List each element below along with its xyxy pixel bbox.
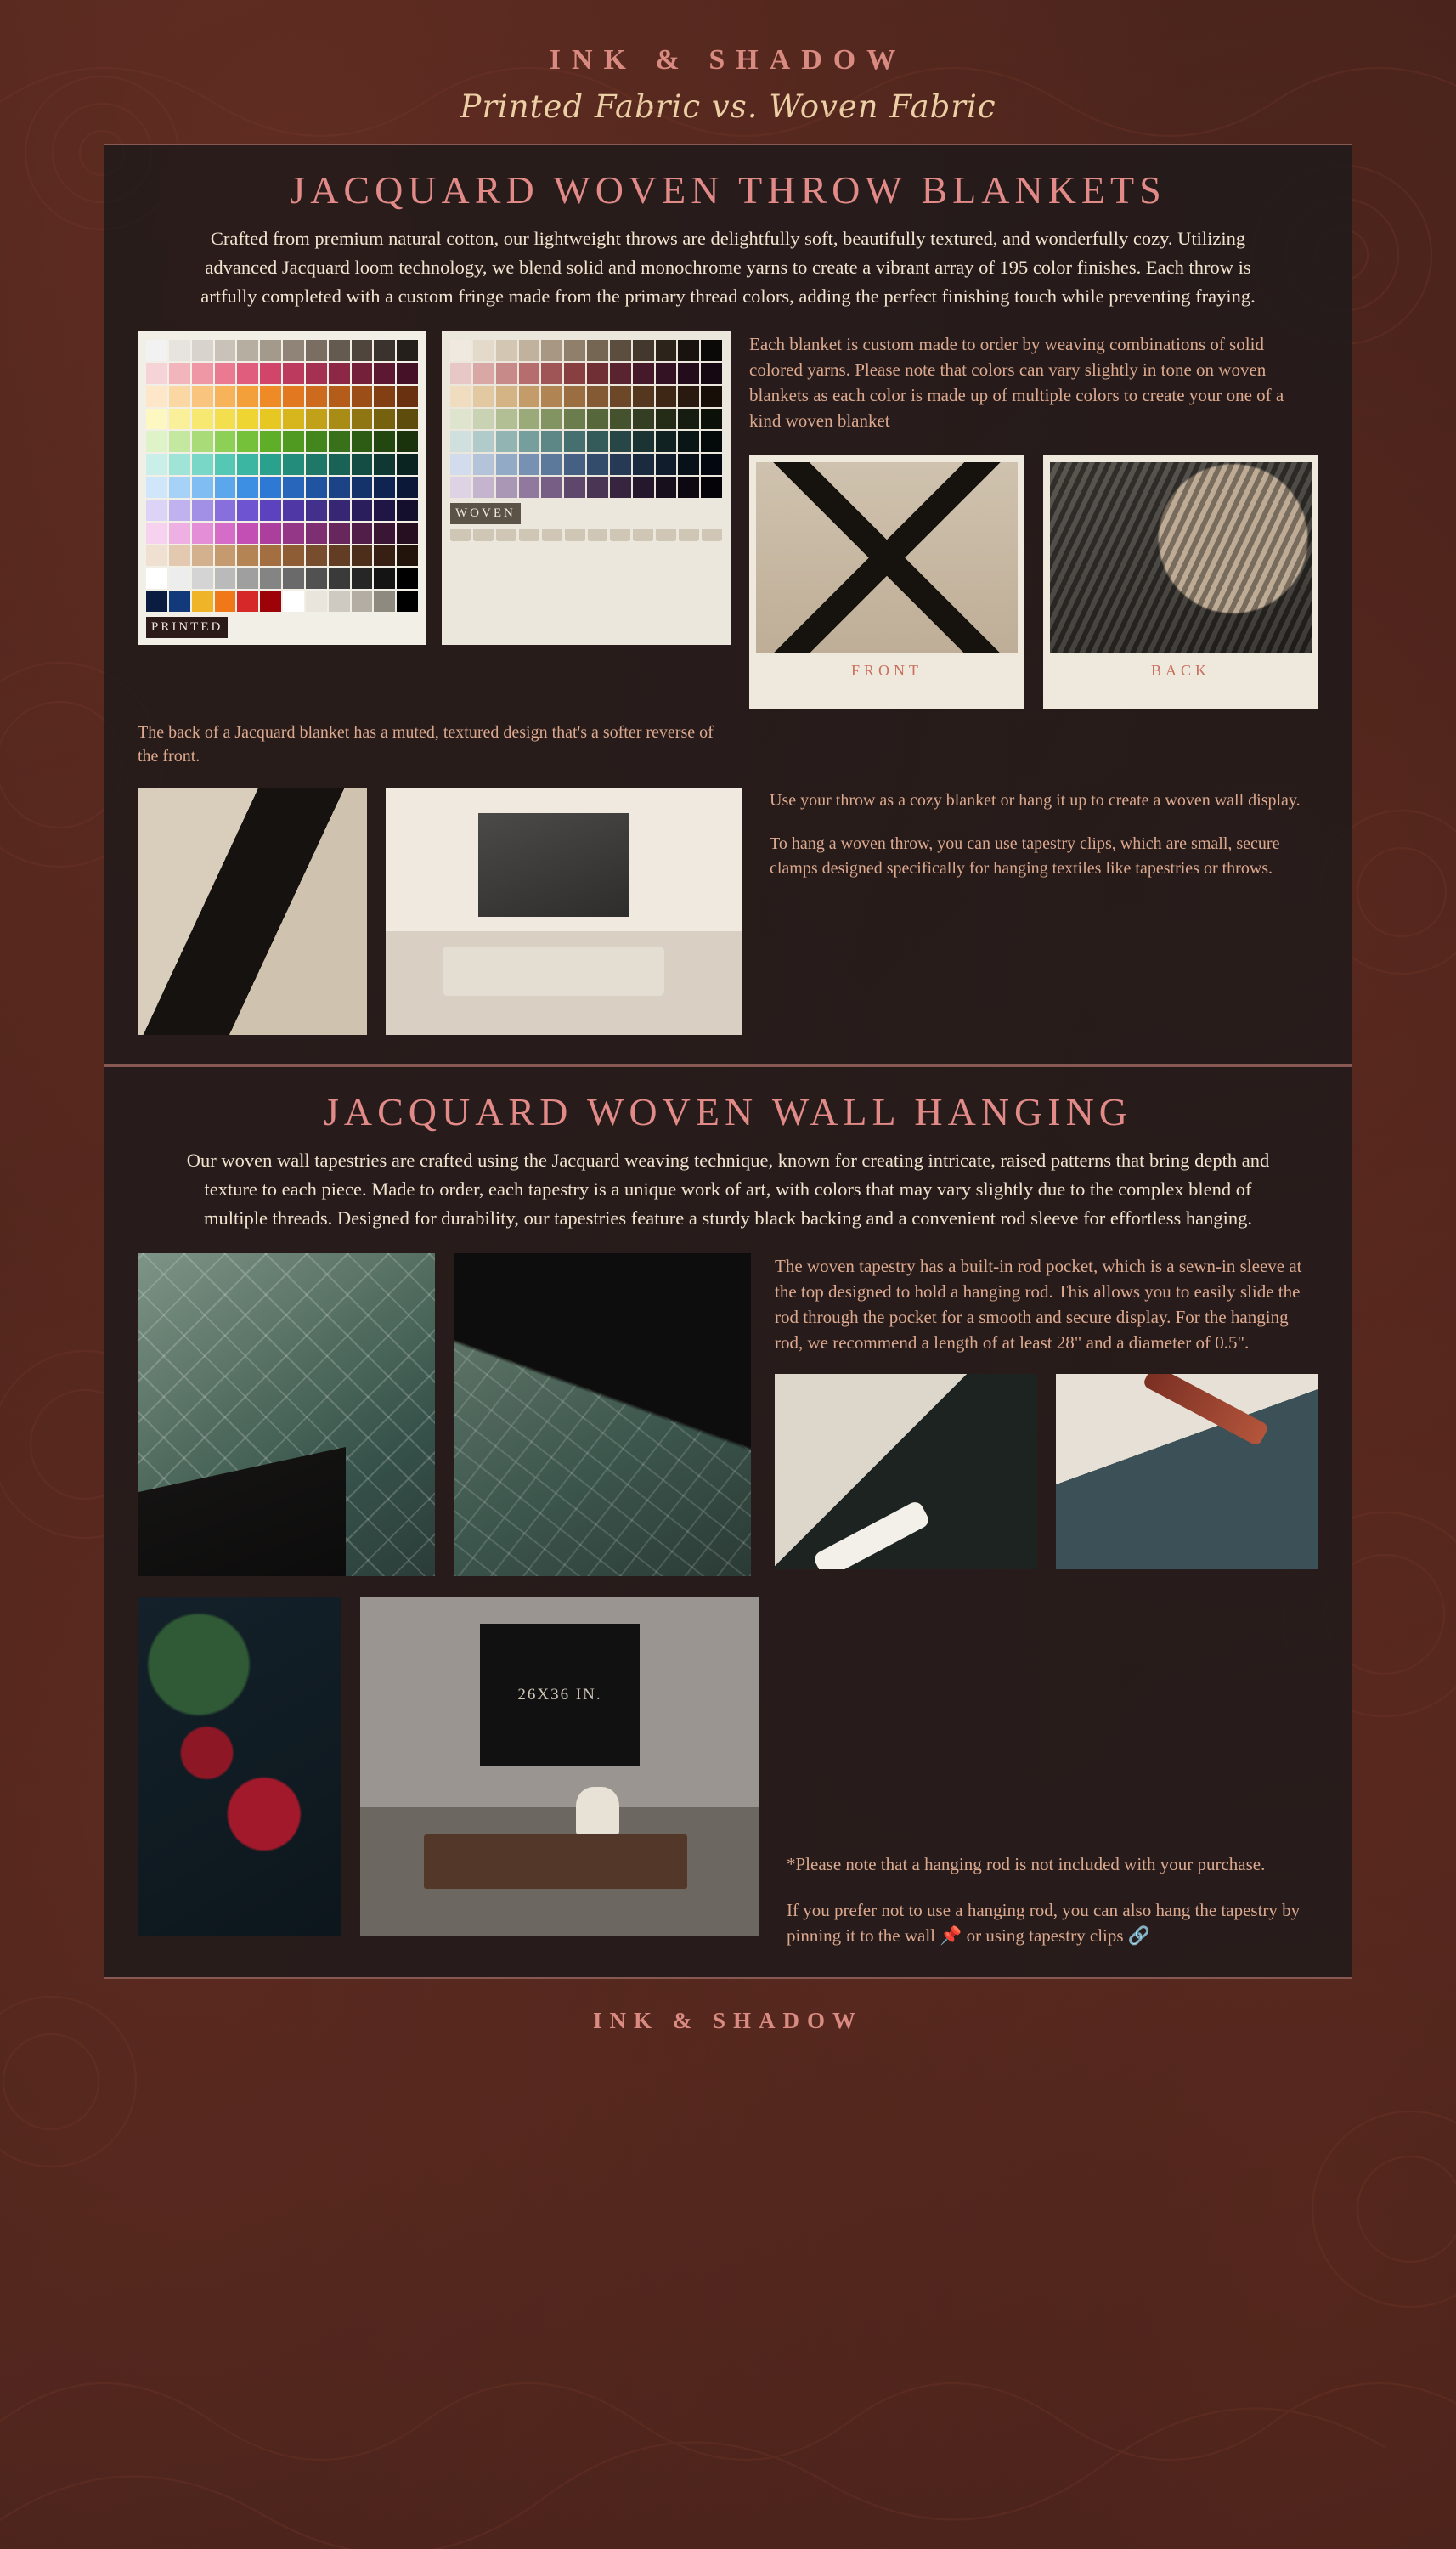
section-wall-hanging (104, 1065, 1352, 1979)
color-swatch (260, 340, 281, 361)
color-swatch (329, 500, 350, 521)
printed-swatch-label: PRINTED (146, 617, 228, 638)
color-swatch (237, 477, 258, 498)
color-swatch (397, 386, 418, 407)
color-swatch (329, 431, 350, 452)
color-swatch (306, 340, 327, 361)
color-swatch (519, 454, 540, 475)
color-swatch (564, 477, 585, 498)
color-swatch (541, 431, 562, 452)
color-swatch (587, 386, 608, 407)
color-swatch (374, 500, 395, 521)
color-swatch (701, 340, 722, 361)
color-swatch (678, 431, 699, 452)
color-swatch (283, 363, 304, 384)
color-swatch (374, 386, 395, 407)
color-swatch (678, 477, 699, 498)
color-swatch (374, 591, 395, 612)
color-swatch (283, 591, 304, 612)
color-swatch (306, 523, 327, 544)
color-swatch (215, 409, 236, 430)
console-table-shape (424, 1834, 687, 1889)
color-swatch (352, 386, 373, 407)
color-swatch (329, 477, 350, 498)
color-swatch (541, 454, 562, 475)
color-swatch (237, 431, 258, 452)
usage-notes (761, 788, 1318, 881)
color-swatch (610, 431, 631, 452)
color-swatch (473, 431, 494, 452)
color-swatch (397, 409, 418, 430)
color-swatch (633, 454, 654, 475)
color-swatch (701, 386, 722, 407)
color-swatch (397, 340, 418, 361)
color-swatch (701, 431, 722, 452)
page-header (0, 0, 1456, 125)
tapestry-fold-photo (454, 1253, 751, 1576)
color-swatch (397, 454, 418, 475)
color-swatch (237, 545, 258, 567)
color-swatch (146, 545, 167, 567)
color-swatch (678, 340, 699, 361)
color-swatch (450, 340, 471, 361)
color-swatch (374, 363, 395, 384)
color-swatch (169, 431, 190, 452)
color-swatch (610, 409, 631, 430)
color-swatch (306, 454, 327, 475)
color-swatch (260, 523, 281, 544)
color-swatch (169, 568, 190, 589)
color-swatch (397, 500, 418, 521)
color-swatch (283, 431, 304, 452)
color-swatch (519, 363, 540, 384)
color-swatch (397, 363, 418, 384)
color-swatch (352, 477, 373, 498)
printed-swatch-card (138, 331, 426, 645)
section1-lead: Crafted from premium natural cotton, our lightweight throws are delightfully soft, beautifully textured, and wonderfully cozy. Utilizing advanced Jacquard loom technology, we blend solid and monochrome yarns to create a vibrant array of 195 color finishes. Each throw is artfully completed with a custom fringe made from the primary thread colors, adding the perfect finishing touch while preventing fraying. (200, 228, 1256, 307)
color-swatch (306, 500, 327, 521)
section1-title: JACQUARD WOVEN THROW BLANKETS (290, 168, 1166, 212)
pin-note (787, 1897, 1318, 1948)
color-swatch (329, 454, 350, 475)
color-swatch (473, 363, 494, 384)
color-swatch (496, 363, 517, 384)
color-swatch (496, 454, 517, 475)
color-swatch (146, 431, 167, 452)
color-swatch (352, 500, 373, 521)
color-swatch (169, 386, 190, 407)
color-swatch (352, 340, 373, 361)
color-swatch (610, 386, 631, 407)
color-swatch (260, 477, 281, 498)
color-swatch (541, 363, 562, 384)
color-swatch (519, 340, 540, 361)
color-swatch (450, 409, 471, 430)
fringe-decoration (450, 529, 722, 541)
final-row (138, 1597, 1318, 1948)
right-column (749, 331, 1318, 709)
page-subtitle: Printed Fabric vs. Woven Fabric (460, 88, 996, 125)
color-swatch (237, 340, 258, 361)
color-swatch (633, 477, 654, 498)
color-swatch (329, 340, 350, 361)
color-swatch (541, 340, 562, 361)
color-swatch (541, 409, 562, 430)
color-swatch (215, 454, 236, 475)
color-swatch (496, 409, 517, 430)
living-room-photo (386, 788, 742, 1035)
color-swatch (237, 409, 258, 430)
color-swatch (352, 431, 373, 452)
green-tile-tapestry-photo (138, 1253, 435, 1576)
front-photo-frame (749, 455, 1024, 709)
color-swatch (192, 523, 213, 544)
color-swatch (146, 363, 167, 384)
link-clip-icon: 🔗 (1127, 1925, 1150, 1946)
rod-disclaimer: *Please note that a hanging rod is not included with your purchase. (787, 1854, 1266, 1874)
back-label: BACK (1150, 662, 1211, 679)
color-swatch (192, 477, 213, 498)
color-swatch (329, 409, 350, 430)
color-swatch (374, 340, 395, 361)
color-swatch (587, 409, 608, 430)
color-swatch (397, 545, 418, 567)
color-swatch (237, 386, 258, 407)
color-swatch (473, 340, 494, 361)
color-swatch (610, 363, 631, 384)
color-swatch (329, 523, 350, 544)
back-photo-frame (1043, 455, 1318, 709)
color-swatch (496, 340, 517, 361)
color-swatch (656, 386, 677, 407)
color-swatch (306, 431, 327, 452)
color-swatch (329, 363, 350, 384)
color-swatch (169, 340, 190, 361)
color-swatch (587, 340, 608, 361)
color-swatch (352, 545, 373, 567)
color-swatch (519, 409, 540, 430)
color-swatch (656, 431, 677, 452)
blanket-wall-photo (138, 788, 367, 1035)
color-swatch (192, 363, 213, 384)
color-swatch (283, 340, 304, 361)
color-swatch (374, 431, 395, 452)
rod-pocket-note: The woven tapestry has a built-in rod pocket, which is a sewn-in sleeve at the top designed to hold a hanging rod. This allows you to easily slide the rod through the pocket for a smooth and secure display. For the hanging rod, we recommend a length of at least 28" and a diameter of 0.5". (775, 1256, 1302, 1353)
color-swatch (450, 477, 471, 498)
color-swatch (541, 386, 562, 407)
color-swatch (169, 523, 190, 544)
color-swatch (169, 409, 190, 430)
color-swatch (192, 454, 213, 475)
color-swatch (450, 363, 471, 384)
color-swatch (192, 409, 213, 430)
rod-pocket-info (770, 1253, 1318, 1569)
final-notes (778, 1597, 1318, 1948)
custom-made-note: Each blanket is custom made to order by weaving combinations of solid colored yarns. Please note that colors can vary slightly in tone on woven blankets as each color is made up of multiple colors to create your one of a kind woven blanket (749, 334, 1284, 431)
usage-note-1: Use your throw as a cozy blanket or hang it up to create a woven wall display. (770, 791, 1301, 810)
color-swatch (283, 409, 304, 430)
woven-swatch-label: WOVEN (450, 503, 521, 524)
color-swatch (237, 568, 258, 589)
color-swatch (374, 568, 395, 589)
swatch-cards (138, 331, 731, 645)
brand-title: INK & SHADOW (549, 44, 907, 76)
color-swatch (352, 363, 373, 384)
color-swatch (237, 591, 258, 612)
color-swatch (352, 591, 373, 612)
color-swatch (610, 340, 631, 361)
color-swatch (329, 545, 350, 567)
color-swatch (541, 477, 562, 498)
color-swatch (496, 386, 517, 407)
color-swatch (701, 409, 722, 430)
color-swatch (283, 545, 304, 567)
color-swatch (352, 409, 373, 430)
color-swatch (146, 568, 167, 589)
color-swatch (169, 477, 190, 498)
color-swatch (473, 386, 494, 407)
color-swatch (678, 454, 699, 475)
section2-lead: Our woven wall tapestries are crafted using the Jacquard weaving technique, known for creating intricate, raised patterns that bring depth and texture to each piece. Made to order, each tapestry is a unique work of art, with colors that may vary slightly due to the complex blend of multiple threads. Designed for durability, our tapestries feature a sturdy black backing and a convenient rod sleeve for effortless hanging. (186, 1150, 1270, 1229)
color-swatch (169, 591, 190, 612)
color-swatch (564, 386, 585, 407)
color-swatch (215, 363, 236, 384)
pushpin-icon: 📌 (940, 1925, 962, 1946)
color-swatch (496, 477, 517, 498)
color-swatch (260, 386, 281, 407)
color-swatch (283, 386, 304, 407)
color-swatch (306, 477, 327, 498)
color-swatch (450, 386, 471, 407)
color-swatch (215, 477, 236, 498)
color-swatch (192, 568, 213, 589)
color-swatch (306, 409, 327, 430)
color-swatch (519, 431, 540, 452)
color-swatch (329, 591, 350, 612)
color-swatch (374, 477, 395, 498)
canvas-size-label: 26X36 IN. (480, 1624, 640, 1766)
color-swatch (678, 409, 699, 430)
rod-photos (775, 1374, 1318, 1569)
color-swatch (169, 363, 190, 384)
back-design-caption: The back of a Jacquard blanket has a muted, textured design that's a softer reverse of the front. (138, 723, 714, 766)
color-swatch (678, 363, 699, 384)
color-swatch (306, 545, 327, 567)
rod-pocket-photo-a (775, 1374, 1037, 1569)
pomegranate-art-photo (138, 1597, 341, 1936)
color-swatch (146, 409, 167, 430)
color-swatch (192, 591, 213, 612)
color-swatch (397, 568, 418, 589)
color-swatch (192, 386, 213, 407)
color-swatch (587, 363, 608, 384)
footer-brand: INK & SHADOW (592, 2008, 863, 2033)
swatch-row (138, 331, 1318, 709)
back-weave-photo (1050, 462, 1312, 653)
color-swatch (306, 591, 327, 612)
color-swatch (260, 409, 281, 430)
color-swatch (215, 431, 236, 452)
color-swatch (633, 409, 654, 430)
color-swatch (564, 409, 585, 430)
color-swatch (146, 523, 167, 544)
color-swatch (564, 454, 585, 475)
color-swatch (352, 523, 373, 544)
color-swatch (306, 386, 327, 407)
color-swatch (656, 477, 677, 498)
woven-swatch-card (442, 331, 731, 645)
color-swatch (237, 454, 258, 475)
color-swatch (260, 500, 281, 521)
color-swatch (587, 477, 608, 498)
color-swatch (306, 363, 327, 384)
front-weave-photo (756, 462, 1018, 653)
color-swatch (352, 568, 373, 589)
color-swatch (397, 477, 418, 498)
color-swatch (587, 454, 608, 475)
color-swatch (397, 431, 418, 452)
color-swatch (260, 591, 281, 612)
lamp-shape (576, 1787, 620, 1834)
color-swatch (374, 545, 395, 567)
color-swatch (283, 568, 304, 589)
color-swatch (192, 500, 213, 521)
color-swatch (283, 523, 304, 544)
color-swatch (656, 340, 677, 361)
color-swatch (146, 386, 167, 407)
color-swatch (397, 523, 418, 544)
color-swatch (329, 568, 350, 589)
color-swatch (610, 477, 631, 498)
art-room-photo (360, 1597, 759, 1936)
color-swatch (564, 340, 585, 361)
color-swatch (260, 568, 281, 589)
woven-swatch-grid (450, 340, 722, 498)
color-swatch (473, 454, 494, 475)
color-swatch (374, 523, 395, 544)
color-swatch (215, 591, 236, 612)
color-swatch (283, 477, 304, 498)
color-swatch (169, 454, 190, 475)
color-swatch (374, 409, 395, 430)
color-swatch (237, 363, 258, 384)
color-swatch (610, 454, 631, 475)
color-swatch (633, 340, 654, 361)
color-swatch (215, 340, 236, 361)
printed-swatch-grid (146, 340, 418, 612)
color-swatch (260, 454, 281, 475)
color-swatch (215, 568, 236, 589)
color-swatch (146, 340, 167, 361)
color-swatch (306, 568, 327, 589)
color-swatch (701, 363, 722, 384)
section2-title: JACQUARD WOVEN WALL HANGING (323, 1090, 1133, 1133)
color-swatch (192, 545, 213, 567)
color-swatch (237, 523, 258, 544)
color-swatch (564, 363, 585, 384)
color-swatch (656, 409, 677, 430)
color-swatch (146, 454, 167, 475)
section-throw-blankets (104, 144, 1352, 1065)
color-swatch (352, 454, 373, 475)
color-swatch (374, 454, 395, 475)
usage-row (138, 788, 1318, 1035)
color-swatch (656, 454, 677, 475)
color-swatch (169, 500, 190, 521)
color-swatch (496, 431, 517, 452)
color-swatch (587, 431, 608, 452)
usage-note-2: To hang a woven throw, you can use tapestry clips, which are small, secure clamps designed specifically for hanging textiles like tapestries or throws. (770, 834, 1280, 878)
color-swatch (260, 431, 281, 452)
color-swatch (192, 431, 213, 452)
color-swatch (215, 500, 236, 521)
color-swatch (678, 386, 699, 407)
front-back-photos (749, 455, 1318, 709)
rod-pocket-photo-b (1056, 1374, 1318, 1569)
color-swatch (237, 500, 258, 521)
pin-note-middle: or using tapestry clips (962, 1925, 1128, 1946)
color-swatch (564, 431, 585, 452)
color-swatch (473, 409, 494, 430)
color-swatch (283, 500, 304, 521)
color-swatch (146, 591, 167, 612)
color-swatch (169, 545, 190, 567)
color-swatch (473, 477, 494, 498)
color-swatch (701, 477, 722, 498)
color-swatch (656, 363, 677, 384)
color-swatch (329, 386, 350, 407)
tapestry-row (138, 1253, 1318, 1576)
color-swatch (633, 363, 654, 384)
color-swatch (215, 545, 236, 567)
pin-note-prefix: If you prefer not to use a hanging rod, you can also hang the tapestry by pinning it to the wall (787, 1900, 1301, 1946)
color-swatch (633, 386, 654, 407)
color-swatch (215, 386, 236, 407)
color-swatch (519, 477, 540, 498)
color-swatch (633, 431, 654, 452)
color-swatch (450, 431, 471, 452)
color-swatch (215, 523, 236, 544)
color-swatch (283, 454, 304, 475)
color-swatch (146, 500, 167, 521)
color-swatch (450, 454, 471, 475)
color-swatch (701, 454, 722, 475)
color-swatch (519, 386, 540, 407)
color-swatch (397, 591, 418, 612)
color-swatch (260, 363, 281, 384)
color-swatch (192, 340, 213, 361)
color-swatch (260, 545, 281, 567)
front-label: FRONT (850, 662, 923, 679)
color-swatch (146, 477, 167, 498)
